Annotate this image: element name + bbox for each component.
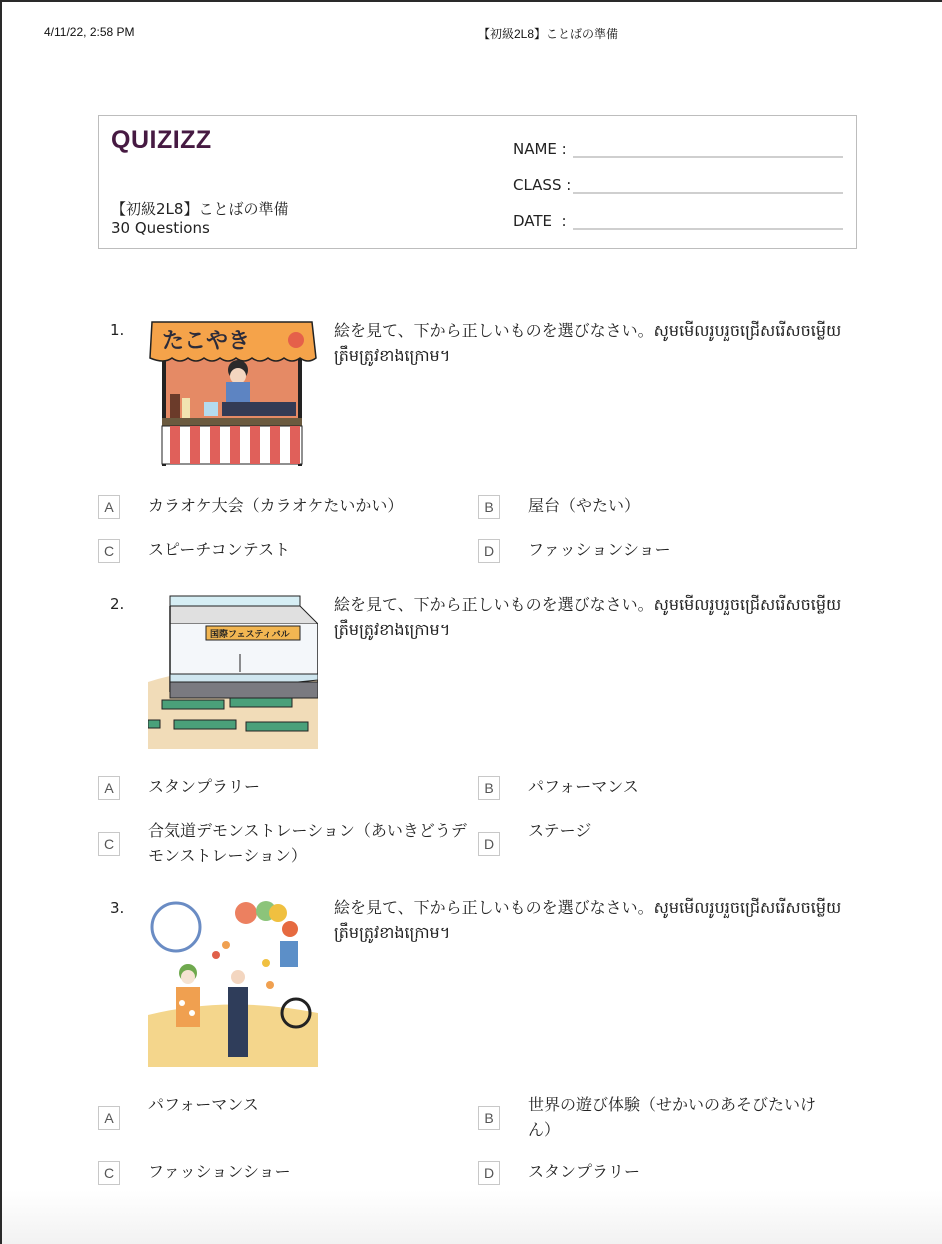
date-label: DATE : xyxy=(513,212,567,230)
option-letter-box: C xyxy=(98,832,120,856)
option-letter-box: B xyxy=(478,776,500,800)
q2-option-c[interactable] xyxy=(98,821,467,865)
worksheet-header xyxy=(98,115,857,249)
option-letter-box: A xyxy=(98,1106,120,1130)
svg-text:国際フェスティバル: 国際フェスティバル xyxy=(210,630,290,640)
option-letter-box: B xyxy=(478,1106,500,1130)
name-field[interactable] xyxy=(513,138,843,158)
takoyaki-stall-image xyxy=(148,318,318,466)
class-line[interactable] xyxy=(573,174,843,194)
option-text: スピーチコンテスト xyxy=(148,540,291,559)
question-3-number: 3. xyxy=(110,899,125,917)
date-line[interactable] xyxy=(573,210,843,230)
option-text: 屋台（やたい） xyxy=(528,496,641,515)
question-3-prompt: 絵を見て、下から正しいものを選びなさい。សូមមើលរូបរួចជ្រើសរើសចម្លើយត្រឹមត្រូវខាងក្រោម។ xyxy=(334,898,842,942)
q3-option-b[interactable] xyxy=(478,1095,817,1139)
q3-option-c[interactable] xyxy=(98,1161,291,1185)
q1-option-b[interactable] xyxy=(478,495,641,519)
option-letter-box: A xyxy=(98,776,120,800)
option-text: ステージ xyxy=(528,821,592,840)
option-text: パフォーマンス xyxy=(528,777,639,796)
option-text: スタンプラリー xyxy=(528,1162,641,1181)
option-letter-box: D xyxy=(478,832,500,856)
q2-option-a[interactable] xyxy=(98,776,261,800)
question-2-prompt: 絵を見て、下から正しいものを選びなさい。សូមមើលរូបរួចជ្រើសរើសចម្លើយត្រឹមត្រូវខាងក្រោម។ xyxy=(334,595,842,639)
q2-option-b[interactable] xyxy=(478,776,639,800)
name-line[interactable] xyxy=(573,138,843,158)
worksheet-title: 【初級2L8】ことばの準備 xyxy=(111,200,289,218)
option-text: パフォーマンス xyxy=(148,1095,259,1114)
print-datetime: 4/11/22, 2:58 PM xyxy=(44,25,135,39)
question-2-number: 2. xyxy=(110,595,125,613)
window-frame-top xyxy=(0,0,942,2)
option-text: カラオケ大会（カラオケたいかい） xyxy=(148,496,404,515)
question-1-prompt: 絵を見て、下から正しいものを選びなさい。សូមមើលរូបរួចជ្រើសរើសចម្លើយត្រឹមត្រូវខាងក្រោម។ xyxy=(334,321,842,365)
date-field[interactable] xyxy=(513,210,843,230)
question-1-number: 1. xyxy=(110,321,125,339)
q1-option-c[interactable] xyxy=(98,539,291,563)
page-bottom-shadow xyxy=(2,1190,942,1244)
option-text: ファッションショー xyxy=(528,540,671,559)
option-text: 合気道デモンストレーション（あいきどうデモンストレーション） xyxy=(148,821,467,865)
name-label: NAME : xyxy=(513,140,567,158)
option-letter-box: C xyxy=(98,1161,120,1185)
option-letter-box: B xyxy=(478,495,500,519)
quizizz-logo: QUIZIZZ xyxy=(111,126,212,154)
class-field[interactable] xyxy=(513,174,843,194)
option-letter-box: A xyxy=(98,495,120,519)
class-label: CLASS : xyxy=(513,176,572,194)
festival-stage-image xyxy=(148,592,318,749)
option-letter-box: D xyxy=(478,539,500,563)
option-letter-box: D xyxy=(478,1161,500,1185)
svg-text:たこやき: たこやき xyxy=(162,329,251,354)
print-page-title: 【初級2L8】ことばの準備 xyxy=(478,27,619,41)
q3-option-a[interactable] xyxy=(98,1095,259,1130)
window-frame-left xyxy=(0,0,2,1244)
q2-option-d[interactable] xyxy=(478,821,592,856)
option-text: スタンプラリー xyxy=(148,777,261,796)
q1-option-a[interactable] xyxy=(98,495,404,519)
option-text: ファッションショー xyxy=(148,1162,291,1181)
circus-performers-image xyxy=(148,895,318,1067)
question-count: 30 Questions xyxy=(111,219,210,237)
q1-option-d[interactable] xyxy=(478,539,671,563)
option-letter-box: C xyxy=(98,539,120,563)
q3-option-d[interactable] xyxy=(478,1161,641,1185)
option-text: 世界の遊び体験（せかいのあそびたいけん） xyxy=(528,1095,817,1139)
